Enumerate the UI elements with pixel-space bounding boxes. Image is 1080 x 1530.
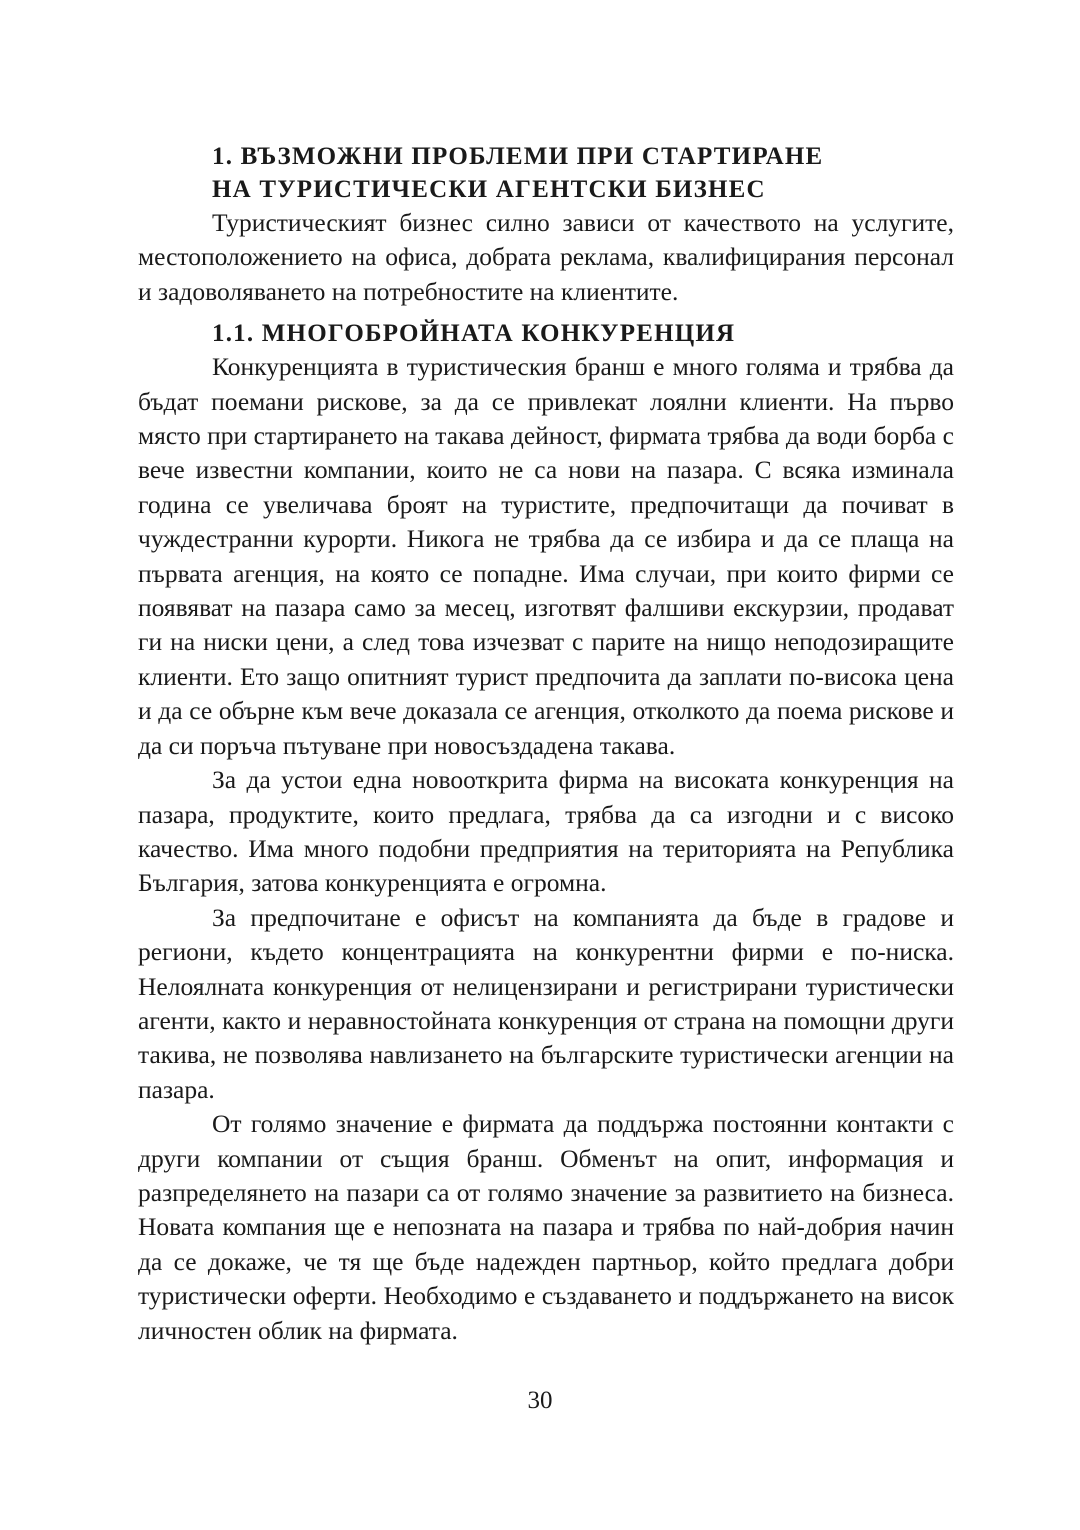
intro-paragraph: Туристическият бизнес силно зависи от качеството на услугите, местоположението на офиса, добрата реклама, квалифицирания персонал и задоволяването на потребностите на клиентите.: [138, 208, 954, 306]
section-title-line-1: 1. ВЪЗМОЖНИ ПРОБЛЕМИ ПРИ СТАРТИРАНЕ: [212, 143, 824, 170]
page-body: [138, 140, 954, 1348]
paragraph-2: За да устои една новооткрита фирма на високата конкуренция на пазара, продуктите, които предлага, трябва да са изгодни и с високо качество. Има много подобни предприятия на територията на Република България, затова конкуренцията е огромна.: [138, 765, 954, 898]
page-number: 30: [527, 1387, 553, 1414]
paragraph-3: За предпочитане е офисът на компанията да бъде в градове и региони, където концентрацията на конкурентни фирми е по-ниска. Нелоялната конкуренция от нелицензирани и регистрирани туристически агенти, както и неравностойната конкуренция от страна на помощни други такива, не позволява навлизането на българските туристически агенции на пазара.: [138, 902, 954, 1104]
paragraph-1: Конкуренцията в туристическия бранш е много голяма и трябва да бъдат поемани рискове, за да се привлекат лоялни клиенти. На първо място при стартирането на такава дейност, фирмата трябва да води борба с вече известни компании, които не са нови на пазара. С всяка изминала година се увеличава броят на туристите, предпочитащи да почиват в чуждестранни курорти. Никога не трябва да се избира и да се плаща на първата агенция, на която се попадне. Има случаи, при които фирми се появяват на пазара само за месец, изготвят фалшиви екскурзии, продават ги на ниски цени, а след това изчезват с парите на нищо неподозиращите клиенти. Ето защо опитният турист предпочита да заплати по-висока цена и да се обърне към вече доказала се агенция, отколкото да поема рискове и да си поръча пътуване при новосъздадена такава.: [138, 352, 954, 760]
section-title-line-2: НА ТУРИСТИЧЕСКИ АГЕНТСКИ БИЗНЕС: [212, 176, 766, 203]
section-title: [138, 140, 954, 206]
subsection-title: 1.1. МНОГОБРОЙНАТА КОНКУРЕНЦИЯ: [212, 320, 736, 348]
paragraph-4: От голямо значение е фирмата да поддържа постоянни контакти с други компании от същия бранш. Обменът на опит, информация и разпределянето на пазари са от голямо значение за развитието на бизнеса. Новата компания ще е непозната на пазара и трябва по най-добрия начин да се докаже, че тя ще бъде надежден партньор, който предлага добри туристически оферти. Необходимо е създаването и поддържането на висок личностен облик на фирмата.: [138, 1109, 954, 1345]
